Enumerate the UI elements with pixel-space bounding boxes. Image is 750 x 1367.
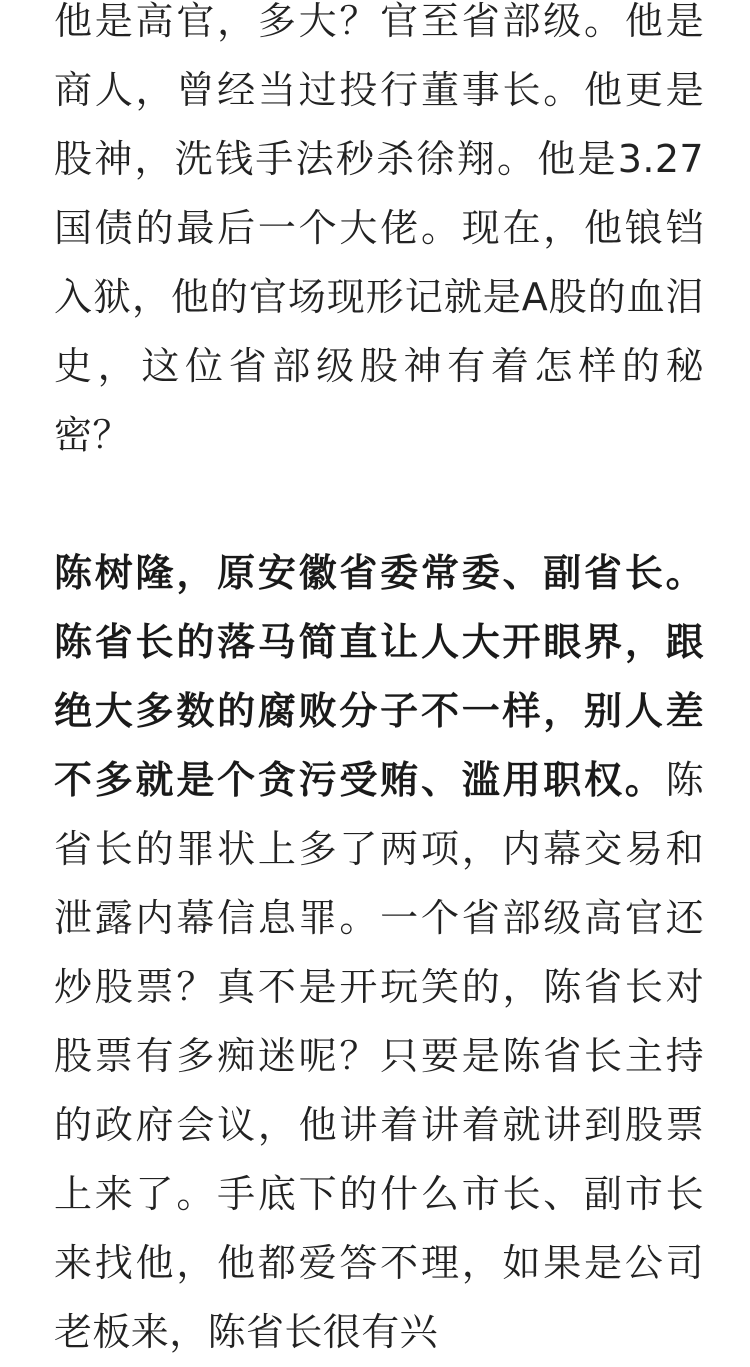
article-body — [54, 0, 704, 1367]
paragraph-continuation: 陈省长的罪状上多了两项，内幕交易和泄露内幕信息罪。一个省部级高官还炒股票？真不是开玩笑的，陈省长对股票有多痴迷呢？只要是陈省长主持的政府会议，他讲着讲着就讲到股票上来了。手底下的什么市长、副市长来找他，他都爱答不理，如果是公司老板来，陈省长很有兴 — [54, 758, 704, 1354]
chen-shulong-paragraph — [54, 539, 704, 1367]
bold-lead-text: 陈树隆，原安徽省委常委、副省长。陈省长的落马简直让人大开眼界，跟绝大多数的腐败分子不一样，别人差不多就是个贪污受贿、滥用职权。 — [54, 551, 704, 802]
intro-paragraph: 他是高官，多大？官至省部级。他是商人，曾经当过投行董事长。他更是股神，洗钱手法秒杀徐翔。他是3.27国债的最后一个大佬。现在，他锒铛入狱，他的官场现形记就是A股的血泪史，这位省部级股神有着怎样的秘密？ — [54, 0, 704, 457]
